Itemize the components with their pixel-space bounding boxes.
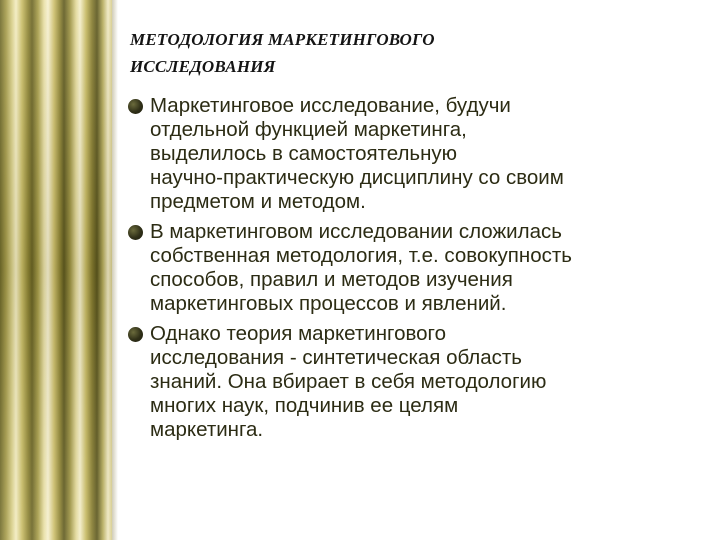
bullet-text: Маркетинговое исследование, будучи отдельной функцией маркетинга, выделилось в самостоятельную научно-практическую дисциплину со своим предметом и методом. <box>150 94 564 213</box>
bullet-item <box>128 322 703 442</box>
bullet-dot-icon <box>128 225 143 240</box>
column-shading <box>0 0 112 540</box>
bullet-item <box>128 220 703 316</box>
bullet-text: В маркетинговом исследовании сложилась собственная методология, т.е. совокупность способов, правил и методов изучения маркетинговых процессов и явлений. <box>150 220 572 315</box>
bullet-dot-icon <box>128 327 143 342</box>
slide-title <box>130 26 690 80</box>
bullet-list <box>128 94 703 448</box>
column-edge-shadow <box>112 0 118 540</box>
title-line-1: МЕТОДОЛОГИЯ МАРКЕТИНГОВОГО <box>130 30 435 49</box>
bullet-text: Однако теория маркетингового исследования - синтетическая область знаний. Она вбирает в себя методологию многих наук, подчинив ее целям маркетинга. <box>150 322 547 441</box>
bullet-item <box>128 94 703 214</box>
bullet-dot-icon <box>128 99 143 114</box>
title-line-2: ИССЛЕДОВАНИЯ <box>130 57 276 76</box>
